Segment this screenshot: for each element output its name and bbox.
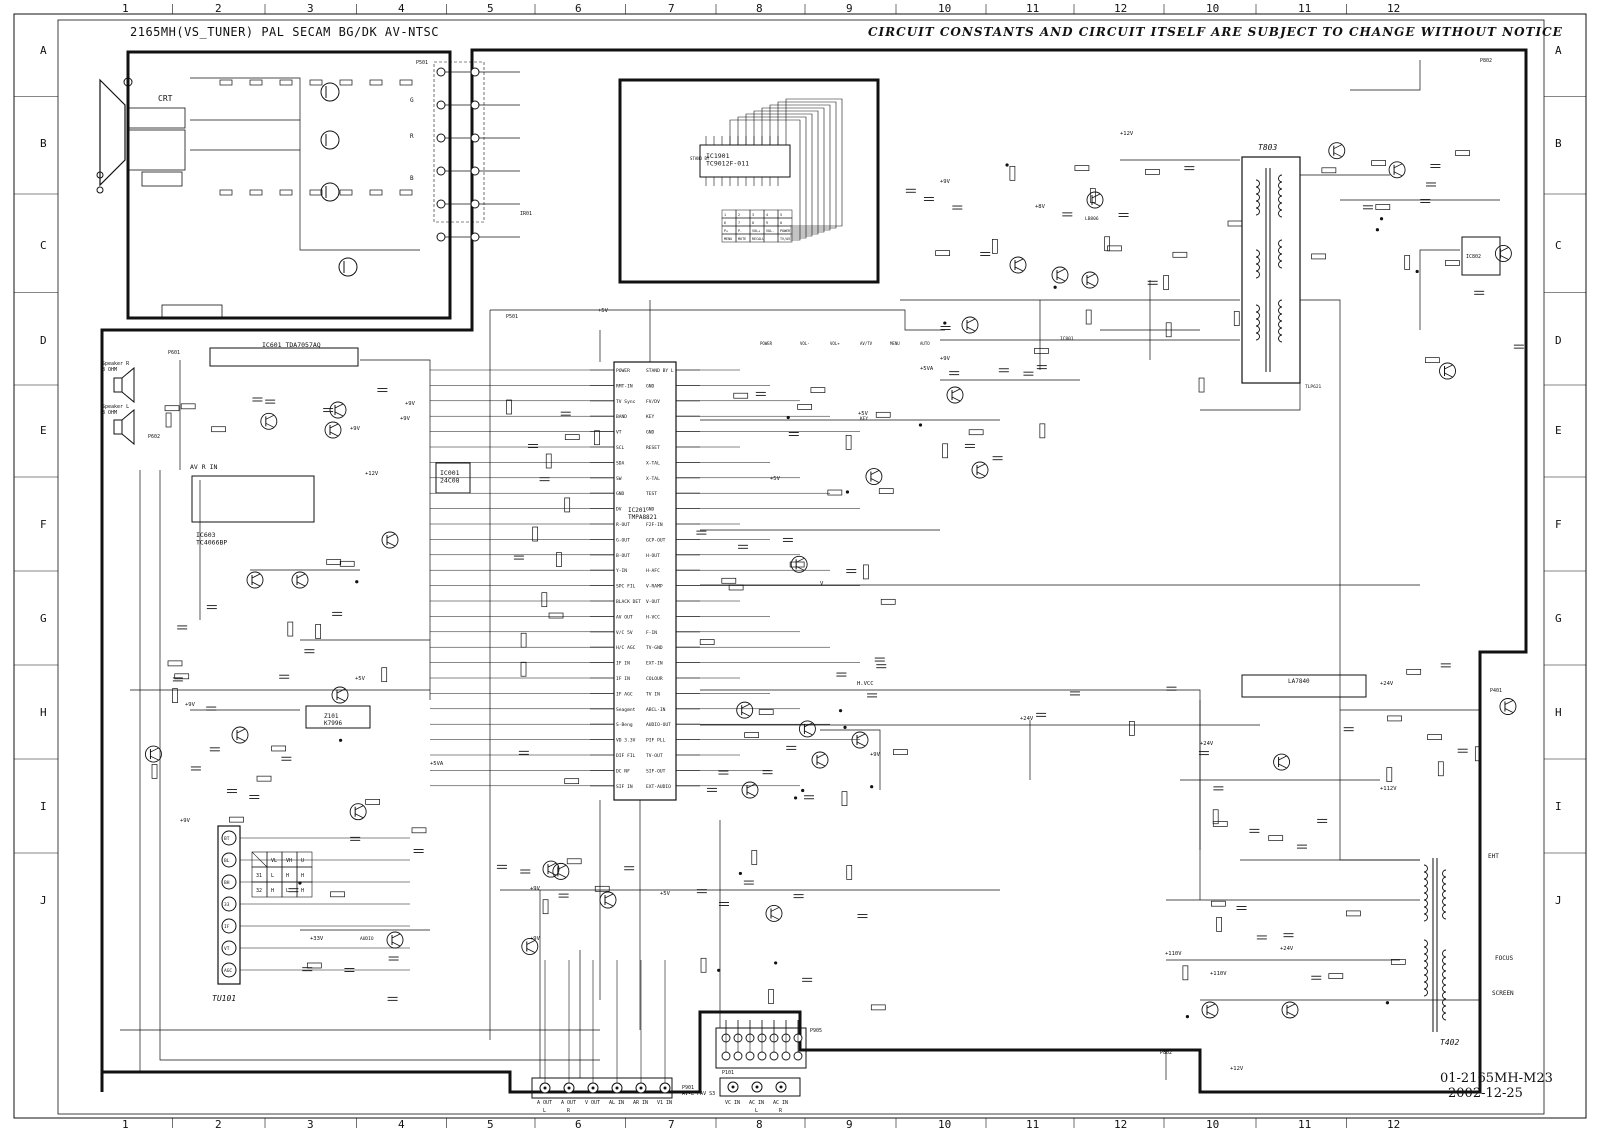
grid-col-3: 3 [307, 2, 314, 15]
grid-col-12: 12 [1114, 1118, 1128, 1131]
side-jack-label: VC IN [725, 1100, 741, 1106]
voltage-label: +9V [530, 886, 540, 892]
grid-col-7: 7 [668, 1118, 675, 1131]
connector-label: P401 [1490, 688, 1503, 694]
tuner-pin: BH [224, 881, 230, 886]
main-ic-pin-left: S-Beng [616, 723, 633, 729]
tuner-pin: 33 [224, 903, 230, 908]
tuner-table-header: U [301, 858, 305, 864]
audio-ic-body [210, 348, 358, 366]
voltage-label: H.VCC [857, 681, 874, 687]
main-ic-pin-right: GND [646, 384, 655, 390]
main-ic-pin-right: TV-GND [646, 646, 663, 652]
connector-label: P802 [1160, 1050, 1173, 1056]
voltage-label: +5VA [430, 761, 444, 767]
grid-row-E: E [1555, 424, 1562, 437]
main-ic-pin-right: TV IN [646, 692, 660, 698]
rgb-label: R [410, 133, 414, 140]
voltage-label: +9V [180, 818, 190, 824]
main-ic-pin-right: COLOUR [646, 677, 663, 682]
rgb-label: B [410, 175, 414, 182]
main-ic-pin-left: Y-IN [616, 569, 628, 575]
grid-col-4: 4 [398, 2, 405, 15]
grid-row-F: F [40, 518, 47, 531]
connector-label: P501 [506, 314, 519, 320]
grid-row-F: F [1555, 518, 1562, 531]
main-ic-label: IC201 TMPA8821 [628, 507, 657, 521]
grid-row-I: I [1555, 800, 1562, 813]
main-ic-pin-right: ABCL-IN [646, 707, 666, 713]
main-ic-pin-right: TEST [646, 492, 658, 498]
remote-key: P- [738, 229, 743, 233]
tuner-table-cell: 31 [256, 873, 263, 879]
remote-key: 3 [752, 213, 755, 217]
remote-key: P+ [724, 229, 729, 233]
label: TLP621 [1305, 385, 1322, 390]
grid-col-5: 5 [487, 1118, 494, 1131]
main-ic-pin-left: POWER [616, 369, 630, 374]
main-ic-pin-left: AV OUT [616, 615, 633, 621]
grid-col-9: 9 [846, 2, 853, 15]
main-ic-pin-left: G-OUT [616, 538, 630, 544]
voltage-label: +110V [1165, 951, 1182, 957]
t803-label: T803 [1258, 143, 1278, 152]
voltage-label: +5V [660, 891, 670, 897]
main-ic-pin-left: V/C 5V [616, 630, 633, 636]
main-ic-pin-left: B-OUT [616, 553, 630, 559]
grid-row-D: D [40, 334, 47, 347]
grid-col-11: 11 [1298, 1118, 1312, 1131]
power-transformer-t803 [1242, 157, 1300, 383]
grid-col-7: 7 [668, 2, 675, 15]
voltage-label: +9V [185, 702, 195, 708]
main-ic-pin-left: SIF IN [616, 784, 633, 790]
main-ic-pin-right: H-AFC [646, 569, 660, 575]
rgb-label: G [410, 97, 414, 104]
tuner-band-table [252, 852, 312, 897]
remote-key: RECALL [752, 237, 765, 241]
grid-col-9: 9 [846, 1118, 853, 1131]
grid-row-C: C [40, 239, 47, 252]
connector-label: P601 [168, 350, 181, 356]
main-ic-pin-left: VT [616, 430, 622, 436]
eht-label: EHT [1488, 853, 1499, 860]
voltage-label: +5V [355, 676, 365, 682]
main-ic-pin-left: BLACK DET [616, 600, 641, 605]
voltage-label: +12V [1230, 1066, 1244, 1072]
label: AUTO [920, 341, 930, 346]
label: LB806 [1085, 217, 1099, 222]
crt-board-outline [128, 52, 450, 318]
eeprom-label: IC001 24C08 [440, 469, 460, 485]
side-jack-label: AC IN [773, 1100, 789, 1106]
tuner-table-cell: H [301, 873, 305, 879]
main-ic-pin-left: SCL [616, 446, 625, 451]
voltage-label: +9V [940, 179, 950, 185]
label: AV/TV [860, 341, 873, 346]
remote-key: MENU [724, 237, 733, 241]
av-jack-label: V1 IN [657, 1100, 673, 1106]
main-ic-pin-left: Seagmnt [616, 707, 636, 713]
main-ic-pin-right: GND [646, 507, 655, 513]
tuner-label: TU101 [212, 994, 237, 1003]
voltage-label: +24V [1200, 741, 1214, 747]
voltage-labels [148, 58, 1502, 1072]
grid-row-B: B [40, 137, 47, 150]
voltage-label: +110V [1210, 971, 1227, 977]
tuner-table-header: VL [271, 858, 278, 864]
main-ic-body [614, 362, 676, 800]
grid-col-12: 12 [1387, 2, 1401, 15]
main-ic-pin-left: SDA [616, 461, 625, 467]
voltage-label: +5VA [920, 366, 934, 372]
grid-col-8: 8 [756, 2, 763, 15]
voltage-label: +33V [310, 936, 324, 942]
remote-key: MUTE [738, 237, 747, 241]
label: AUDIO [360, 937, 374, 942]
speaker-l-label: Speaker L 8 OHM [102, 404, 130, 416]
main-ic-pin-left: BAND [616, 415, 628, 421]
document-number: 01-2165MH-M23 [1440, 1071, 1553, 1086]
main-ic-pin-left: H/C AGC [616, 646, 636, 652]
av-connector-label: P901 AV-L FAV S3 [682, 1085, 716, 1097]
grid-col-2: 2 [215, 2, 222, 15]
grid-row-G: G [1555, 612, 1562, 625]
crt-label: CRT [158, 94, 173, 103]
saw-filter-label: Z101 K7996 [324, 713, 343, 727]
grid-row-G: G [40, 612, 47, 625]
tuner-table-cell: 32 [256, 888, 263, 894]
tuner-pin-list [222, 831, 410, 977]
main-ic-pin-right: X-TAL [646, 476, 660, 482]
remote-ic-label: IC1901 TC9012F-011 [706, 152, 750, 168]
voltage-label: +5V [598, 308, 608, 314]
av-ic-label: IC603 TC4066BP [196, 531, 228, 547]
grid-col-12: 12 [1114, 2, 1128, 15]
voltage-label: +9V [350, 426, 360, 432]
grid-col-1: 1 [122, 1118, 129, 1131]
main-ic-pin-left: RMT-IN [616, 384, 633, 390]
grid-col-1: 1 [122, 2, 129, 15]
grid-col-2: 2 [215, 1118, 222, 1131]
main-ic-pin-left: IF IN [616, 661, 630, 667]
tuner-table-cell: H [301, 888, 305, 894]
label: STAND BY [690, 156, 710, 161]
flyback-t402 [1424, 858, 1446, 1032]
main-ic-pin-right: RESET [646, 446, 660, 451]
voltage-label: +5V [858, 411, 868, 417]
av-ic-title: AV R IN [190, 463, 218, 471]
grid-row-labels-left [14, 44, 58, 907]
remote-key: 4 [766, 213, 769, 217]
voltage-label: +9V [870, 752, 880, 758]
grid-col-11: 11 [1026, 2, 1040, 15]
tuner-pin: IF [224, 925, 230, 930]
remote-key: 1 [724, 213, 727, 217]
main-ic-pin-right: EXT-AUDIO [646, 784, 671, 790]
rgb-connector-row [434, 62, 520, 241]
voltage-label: V [820, 581, 824, 587]
tuner-table-header: VH [286, 858, 293, 864]
remote-key: VOL- [766, 229, 775, 233]
crt-drive-parts [162, 78, 420, 319]
voltage-label: +5V [770, 476, 780, 482]
label: KEY [860, 417, 869, 422]
grid-column-labels-bottom [122, 1118, 1400, 1131]
side-jack-sub: R [779, 1108, 783, 1114]
grid-row-E: E [40, 424, 47, 437]
main-ic-pin-right: X-TAL [646, 461, 660, 467]
main-ic-pin-right: F-IN [646, 630, 658, 636]
side-jack-sub: L [755, 1108, 759, 1114]
tuner-table-cell: L [286, 888, 290, 894]
model-title: 2165MH(VS_TUNER) PAL SECAM BG/DK AV-NTSC [130, 25, 439, 39]
main-ic-pin-left: GND [616, 492, 625, 498]
label: MENU [890, 341, 900, 346]
label: VOL- [800, 341, 810, 346]
main-ic-pin-left: R-OUT [616, 523, 630, 528]
document-date: 2002-12-25 [1448, 1086, 1523, 1101]
voltage-label: +112V [1380, 786, 1397, 792]
grid-row-J: J [1555, 894, 1562, 907]
remote-key: 6 [724, 221, 727, 225]
label: IC801 [1060, 337, 1074, 342]
remote-key: VOL+ [752, 229, 761, 233]
main-ic-pin-right: F2F-IN [646, 523, 663, 528]
p905-label: P905 [810, 1028, 823, 1034]
remote-key: TV/AV [780, 237, 791, 241]
grid-row-B: B [1555, 137, 1562, 150]
remote-board-outline [620, 80, 878, 282]
grid-col-10: 10 [938, 1118, 952, 1131]
voltage-label: +24V [1020, 716, 1034, 722]
grid-row-H: H [1555, 706, 1562, 719]
av-jack-sub: R [567, 1108, 571, 1114]
av-jack-sub: L [543, 1108, 547, 1114]
t402-label: T402 [1440, 1038, 1460, 1047]
voltage-label: +9V [400, 416, 410, 422]
main-ic-pin-left: IF IN [616, 677, 630, 682]
grid-row-J: J [40, 894, 47, 907]
grid-col-10: 10 [1206, 2, 1220, 15]
remote-matrix-lines [706, 99, 842, 240]
connector-label: P501 [416, 60, 429, 66]
main-ic-pin-right: TV-OUT [646, 754, 663, 759]
tuner-table-cell: H [271, 888, 275, 894]
av-jack-label: AL IN [609, 1100, 625, 1106]
grid-col-5: 5 [487, 2, 494, 15]
main-ic-pin-right: STAND BY L [646, 369, 674, 374]
side-jack-label: AC IN [749, 1100, 765, 1106]
remote-key: 0 [780, 221, 783, 225]
speaker-r-symbol [114, 368, 134, 402]
main-ic-pin-left: DC NF [616, 769, 630, 775]
audio-ic-label: IC601 TDA7057AQ [262, 341, 321, 349]
connector-label: P802 [1480, 58, 1493, 64]
av-jack-label: A OUT [537, 1100, 553, 1106]
av-jack-label: A OUT [561, 1100, 577, 1106]
tuner-pin: BT [224, 837, 230, 842]
voltage-label: +24V [1380, 681, 1394, 687]
voltage-label: +12V [365, 471, 379, 477]
main-ic-pin-left: IF AGC [616, 692, 633, 698]
grid-col-11: 11 [1026, 1118, 1040, 1131]
vertical-ic-label: LA7840 [1288, 678, 1310, 685]
screen-label: SCREEN [1492, 990, 1514, 997]
grid-row-labels-right [1544, 44, 1586, 907]
main-ic-pin-left: DV [616, 507, 622, 513]
grid-col-8: 8 [756, 1118, 763, 1131]
remote-key: 7 [738, 221, 741, 225]
main-ic-pin-right: GND [646, 430, 655, 436]
change-notice: CIRCUIT CONSTANTS AND CIRCUIT ITSELF ARE SUBJECT TO CHANGE WITHOUT NOTICE [868, 25, 1563, 39]
tuner-pin: BL [224, 859, 230, 864]
main-ic-pin-right: AUDIO-OUT [646, 723, 671, 729]
main-ic-pin-right: PIF PLL [646, 738, 666, 744]
main-ic-right-pins [646, 368, 860, 790]
grid-col-4: 4 [398, 1118, 405, 1131]
connector-label: P602 [148, 434, 161, 440]
focus-label: FOCUS [1495, 955, 1514, 962]
grid-row-H: H [40, 706, 47, 719]
grid-col-6: 6 [575, 2, 582, 15]
tuner-pin: VT [224, 947, 230, 952]
remote-key-table [722, 210, 792, 242]
grid-col-11: 11 [1298, 2, 1312, 15]
voltage-label: +24V [1280, 946, 1294, 952]
main-ic-left-pins [430, 368, 641, 790]
grid-row-D: D [1555, 334, 1562, 347]
grid-column-labels-top [122, 2, 1400, 15]
label: POWER [760, 341, 773, 346]
main-ic-pin-right: H-OUT [646, 553, 660, 559]
grid-col-3: 3 [307, 1118, 314, 1131]
grid-col-6: 6 [575, 1118, 582, 1131]
main-ic-pin-right: FV/DV [646, 399, 660, 405]
tuner-pin: AGC [224, 969, 233, 974]
grid-row-A: A [1555, 44, 1562, 57]
label: VOL+ [830, 341, 840, 346]
main-ic-pin-left: TV Sync [616, 399, 636, 405]
main-ic-pin-right: SIF-OUT [646, 769, 666, 775]
side-av-label: P101 [722, 1070, 735, 1076]
tuner-table-cell: H [286, 873, 290, 879]
remote-key: 5 [780, 213, 783, 217]
av-jack-label: V OUT [585, 1100, 601, 1106]
av-connector-block [532, 1078, 672, 1098]
main-ic-pin-left: DIF FIL [616, 754, 636, 759]
voltage-label: +8V [1035, 204, 1045, 210]
voltage-label: +12V [1120, 131, 1134, 137]
voltage-label: +9V [405, 401, 415, 407]
main-ic-pin-right: KEY [646, 415, 655, 421]
main-ic-pin-right: H-VCC [646, 615, 660, 621]
remote-key: 2 [738, 213, 741, 217]
speaker-r-label: Speaker R 8 OHM [102, 361, 130, 373]
grid-row-A: A [40, 44, 47, 57]
voltage-label: +9V [530, 936, 540, 942]
tuner-table-cell: L [271, 873, 275, 879]
side-av-jacks [722, 1070, 788, 1114]
main-ic-pin-right: GCP-OUT [646, 538, 666, 544]
grid-col-10: 10 [1206, 1118, 1220, 1131]
av-ic-body [192, 476, 314, 522]
grid-col-10: 10 [938, 2, 952, 15]
discrete-components [145, 143, 1523, 1019]
av-jack-label: AR IN [633, 1100, 649, 1106]
main-ic-pin-right: EXT-IN [646, 661, 663, 667]
main-ic-pin-left: SPC FIL [616, 584, 636, 590]
main-ic-pin-left: SW [616, 476, 622, 482]
main-ic-pin-left: VD 3.3V [616, 738, 636, 744]
voltage-label: +9V [940, 356, 950, 362]
main-ic-pin-right: V-RAMP [646, 584, 663, 590]
power-ic-label: IC802 [1466, 254, 1482, 260]
grid-col-12: 12 [1387, 1118, 1401, 1131]
remote-key: 9 [766, 221, 769, 225]
label: IR01 [520, 211, 533, 217]
main-ic-pin-right: V-OUT [646, 600, 660, 605]
grid-row-I: I [40, 800, 47, 813]
grid-row-C: C [1555, 239, 1562, 252]
remote-key: 8 [752, 221, 755, 225]
remote-key: POWER [780, 229, 791, 233]
